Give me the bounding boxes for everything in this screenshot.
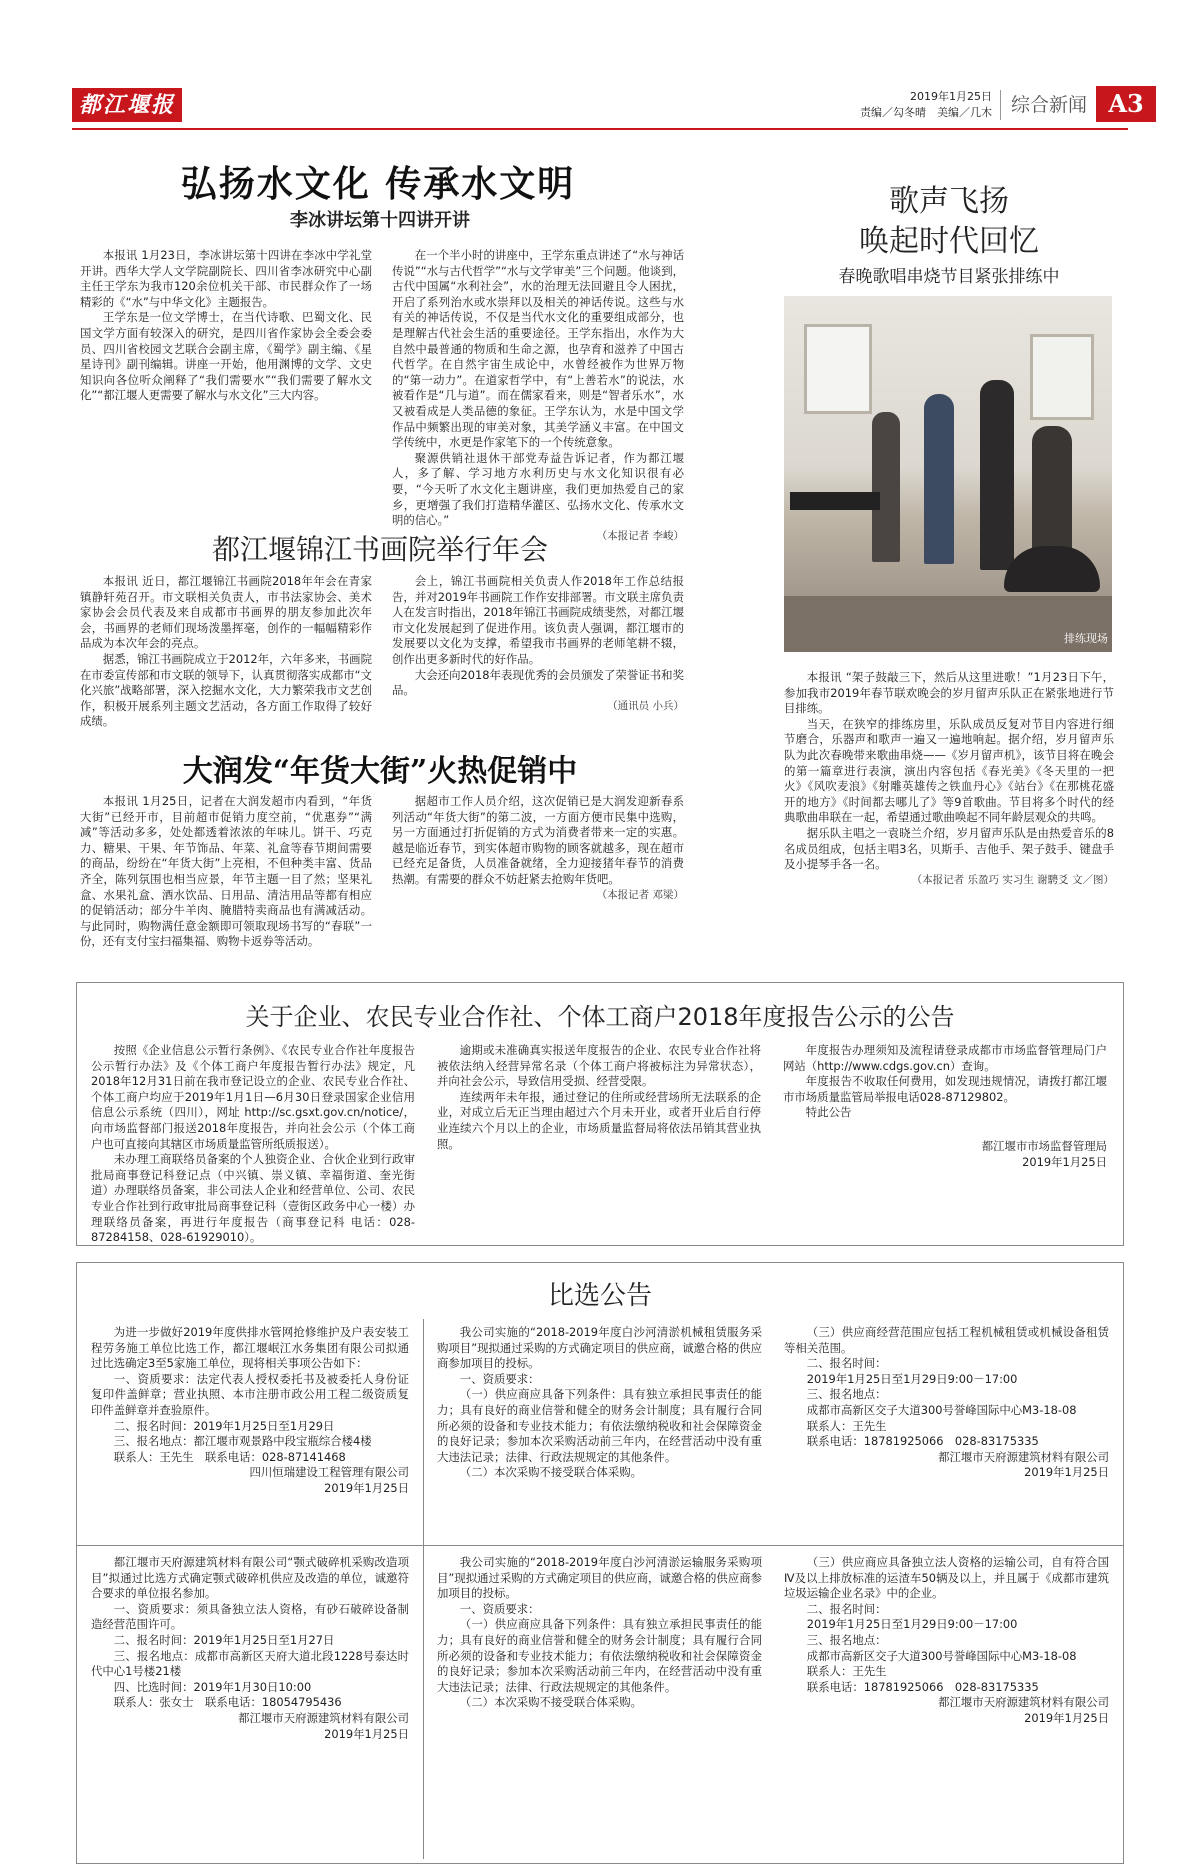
tender-para: 2019年1月25日至1月29日9:00－17:00: [806, 1617, 1018, 1632]
tender-block-d: [437, 1555, 1109, 1855]
masthead: [72, 86, 1144, 130]
tender-para: 成都市高新区交子大道300号誉峰国际中心M3-18-08: [806, 1402, 1077, 1417]
article2-col1: [80, 574, 372, 730]
tender-para: （一）供应商应具备下列条件：具有独立承担民事责任的能力；具有良好的商业信誉和健全的财务会计制度；具有履行合同所必须的设备和专业技术能力；有依法缴纳税收和社会保障资金的良好记录；参加本次采购活动前三年内，在经营活动中没有重大违法记录；法律、行政法规规定的其他条件。: [437, 1617, 762, 1694]
tender-notice: [76, 1262, 1124, 1864]
article2-byline: （通讯员 小兵）: [607, 699, 684, 712]
tender-para: 我公司实施的“2018-2019年度白沙河清淤机械租赁服务采购项目”现拟通过采购的方式确定项目的供应商，诚邀合格的供应商参加项目的投标。: [437, 1325, 762, 1371]
tender-para: 一、资质要求：须具备独立法人资格，有砂石破碎设备制造经营范围许可。: [91, 1601, 409, 1632]
tender-para: 都江堰市天府源建筑材料有限公司“颚式破碎机采购改造项目”拟通过比选方式确定颚式破碎机供应及改造的单位，诚邀符合要求的单位报名参加。: [91, 1555, 409, 1601]
photo-window: [1030, 334, 1094, 420]
tender-c-date: 2019年1月25日: [324, 1726, 409, 1741]
tender-divider-h: [77, 1545, 423, 1546]
article4-para: 本报讯 “架子鼓敲三下，然后从这里进歌！”1月23日下午，参加我市2019年春节联欢晚会的岁月留声乐队正在紧张地进行节目排练。: [784, 670, 1114, 716]
article4-subtitle: 春晚歌唱串烧节目紧张排练中: [838, 267, 1060, 287]
tender-block-a: [91, 1325, 409, 1497]
masthead-date: 2019年1月25日: [910, 90, 992, 103]
notice-para: 年度报告不收取任何费用，如发现违规情况，请拨打都江堰市市场质量监管局举报电话028-87129802。: [783, 1074, 1107, 1104]
tender-divider-h2: [423, 1545, 1123, 1546]
article1-byline: （本报记者 李峻）: [596, 529, 684, 542]
tender-para: 三、报名地点：: [806, 1632, 887, 1647]
page-number: A3: [1096, 86, 1156, 122]
tender-para: （三）供应商应具备独立法人资格的运输公司，自有符合国Ⅳ及以上排放标准的运渣车50辆及以上，并且属于《成都市建筑垃圾运输企业名录》中的企业。: [784, 1555, 1109, 1601]
article3-title: 大润发“年货大街”火热促销中: [182, 754, 578, 789]
tender-para: 联系人：王先生: [806, 1664, 887, 1679]
tender-divider-v1: [423, 1319, 424, 1859]
article2-para: 本报讯 近日，都江堰锦江书画院2018年年会在青家镇静轩苑召开。市文联相关负责人，市书法家协会、美术家协会会员代表及来自成都市书画界的朋友参加此次年会，书画界的老师们现场泼墨挥毫，创作的一幅幅精彩作品成为本次年会的亮点。: [80, 574, 372, 651]
tender-para: 我公司实施的“2018-2019年度白沙河清淤运输服务采购项目”现拟通过采购的方式确定项目的供应商，诚邀合格的供应商参加项目的投标。: [437, 1555, 762, 1601]
article3-col1: [80, 794, 372, 950]
notice-para: 特此公告: [805, 1105, 852, 1120]
photo-keyboard: [790, 492, 880, 510]
article3-col2: [392, 794, 684, 903]
article2-col2: [392, 574, 684, 714]
tender-para: 为进一步做好2019年度供排水管网抢修维护及户表安装工程劳务施工单位比选工作，都江堰岷江水务集团有限公司拟通过比选确定3至5家施工单位，现将相关事项公告如下：: [91, 1325, 409, 1371]
tender-para: 二、报名时间：2019年1月25日至1月27日: [113, 1632, 335, 1647]
tender-para: 2019年1月25日至1月29日9:00－17:00: [806, 1371, 1018, 1386]
tender-para: 三、报名地点：都江堰市观景路中段宝瓶综合楼4楼: [113, 1434, 372, 1449]
tender-b-date: 2019年1月25日: [1024, 1465, 1109, 1480]
article4-title-line2: 唤起时代回忆: [859, 224, 1039, 259]
notice-para: 按照《企业信息公示暂行条例》、《农民专业合作社年度报告公示暂行办法》及《个体工商户年度报告暂行办法》规定，凡2018年12月31日前在我市登记设立的企业、农民专业合作社、个体工商户均应于2019年1月1日—6月30日登录国家企业信用信息公示系统（四川），网址 http://sc.gsxt.gov.cn/notice/，向市场监督部门报送2018年度报告，并向社会公示（个体工商户也可直接向其辖区市场质量监管所纸质报送）。: [91, 1043, 415, 1151]
article1-para: 王学东是一位文学博士，在当代诗歌、巴蜀文化、民国文学方面有较深入的研究，是四川省作家协会全委会委员、四川省校园文艺联合会副主席，《蜀学》副主编、《星星诗刊》副刊编辑。讲座一开始，他用渊博的文学、文史知识向各位听众阐释了“我们需要水”“我们需要了解水文化”“都江堰人更需要了解水与水文化”三大内容。: [80, 310, 372, 403]
article3-para: 据超市工作人员介绍，这次促销已是大润发迎新春系列活动“年货大街”的第二波，一方面方便市民集中选购，另一方面通过打折促销的方式为消费者带来一定的实惠。越是临近春节，到实体超市购物的顾客就越多，现在超市已经充足备货，人员准备就绪，全力迎接猪年春节的消费热潮。有需要的群众不妨赶紧去抢购年货吧。: [392, 794, 684, 886]
tender-para: 二、报名时间：: [806, 1356, 887, 1371]
article1-col1: [80, 248, 372, 404]
article3-para: 本报讯 1月25日，记者在大润发超市内看到，“年货大街”已经开市，目前超市促销力度空前，“优惠券”“满减”等活动多多，处处都透着浓浓的年味儿。饼干、巧克力、糖果、干果、年节饰品、年菜、礼盒等春节期间需要的商品，纷纷在“年货大街”上亮相，不但种类丰富、货品齐全，陈列氛围也相当应景，年节主题一目了然；坚果礼盒、水果礼盒、酒水饮品、日用品、清洁用品等都有相应的促销活动；部分牛羊肉、腌腊特卖商品也有满减活动。与此同时，购物满任意金额即可领取现场书写的“春联”一份，还有支付宝扫福集福、购物卡返券等活动。: [80, 794, 372, 949]
notice-signature: 都江堰市市场监督管理局: [981, 1138, 1107, 1153]
tender-c-signature: 都江堰市天府源建筑材料有限公司: [238, 1710, 409, 1725]
article2-para: 大会还向2018年表现优秀的会员颁发了荣誉证书和奖品。: [392, 667, 684, 698]
notice-para: 连续两年未年报，通过登记的住所或经营场所无法联系的企业，对成立后无正当理由超过六个月未开业，或者开业后自行停业连续六个月以上的企业，市场质量监督局将依法吊销其营业执照。: [437, 1089, 761, 1151]
tender-para: 一、资质要求：法定代表人授权委托书及被委托人身份证复印件盖鲜章；营业执照、本市注册市政公用工程二级资质复印件盖鲜章并查验原件。: [91, 1371, 409, 1417]
tender-para: （二）本次采购不接受联合体采购。: [459, 1465, 643, 1480]
notice-para: 年度报告办理须知及流程请登录成都市市场监督管理局门户网站（http://www.cdgs.gov.cn）查询。: [783, 1043, 1107, 1073]
tender-para: 三、报名地点：: [806, 1387, 887, 1402]
tender-para: 二、报名时间：: [806, 1601, 887, 1616]
tender-para: （三）供应商经营范围应包括工程机械租赁或机械设备租赁等相关范围。: [784, 1325, 1109, 1355]
notice-date: 2019年1月25日: [1022, 1154, 1107, 1169]
photo-musician: [872, 412, 900, 562]
photo-singer: [924, 394, 954, 564]
article1-title: 弘扬水文化 传承水文明: [180, 163, 576, 205]
tender-para: 四、比选时间：2019年1月30日10:00: [113, 1679, 312, 1694]
tender-para: 三、报名地点：成都市高新区天府大道北段1228号泰达时代中心1号楼21楼: [91, 1648, 409, 1679]
tender-para: 联系人：王先生: [806, 1418, 887, 1433]
article1-subtitle: 李冰讲坛第十四讲开讲: [290, 210, 470, 231]
tender-para: （二）本次采购不接受联合体采购。: [459, 1695, 643, 1710]
tender-b-signature: 都江堰市天府源建筑材料有限公司: [938, 1449, 1109, 1464]
rehearsal-photo: [784, 296, 1112, 652]
tender-para: 成都市高新区交子大道300号誉峰国际中心M3-18-08: [806, 1648, 1077, 1663]
article2-para: 据悉，锦江书画院成立于2012年，六年多来，书画院在市委宣传部和市文联的领导下，认真贯彻落实成都市“文化兴旅”战略部署，深入挖掘水文化，大力繁荣我市文艺创作，积极开展系列主题文艺活动，各方面工作取得了较好成绩。: [80, 651, 372, 729]
tender-para: 一、资质要求：: [459, 1371, 540, 1386]
annual-report-notice-title: 关于企业、农民专业合作社、个体工商户2018年度报告公示的公告: [245, 1003, 955, 1031]
tender-para: （一）供应商应具备下列条件：具有独立承担民事责任的能力；具有良好的商业信誉和健全的财务会计制度；具有履行合同所必须的设备和专业技术能力；有依法缴纳税收和社会保障资金的良好记录；参加本次采购活动前三年内，在经营活动中没有重大违法记录；法律、行政法规规定的其他条件。: [437, 1387, 762, 1464]
article1-para: 本报讯 1月23日，李冰讲坛第十四讲在李冰中学礼堂开讲。西华大学人文学院副院长、四川省李冰研究中心副主任王学东为我市120余位机关干部、市民群众作了一场精彩的《“水”与中华文化》主题报告。: [80, 248, 372, 309]
tender-d-date: 2019年1月25日: [1024, 1710, 1109, 1725]
annual-report-notice-col1: [91, 1043, 415, 1246]
annual-report-notice-col2: [437, 1043, 761, 1152]
tender-para: 联系人：王先生 联系电话：028-87141468: [113, 1449, 346, 1464]
tender-a-date: 2019年1月25日: [324, 1480, 409, 1495]
article2-para: 会上，锦江书画院相关负责人作2018年工作总结报告，并对2019年书画院工作作安排部署。市文联主席负责人在发言时指出，2018年锦江书画院成绩斐然，对都江堰市文化发展起到了促进作用。该负责人强调，都江堰市的发展要以文化为支撑，希望我市书画界的老师笔耕不辍，创作出更多新时代的好作品。: [392, 574, 684, 666]
article4-body: [784, 670, 1114, 888]
section-name: 综合新闻: [1000, 90, 1097, 120]
tender-block-b: [437, 1325, 1109, 1541]
notice-para: 逾期或未准确真实报送年度报告的企业、农民专业合作社将被依法纳入经营异常名录（个体工商户将被标注为异常状态），并向社会公示，导致信用受损、经营受限。: [437, 1043, 761, 1089]
article3-byline: （本报记者 邓梁）: [596, 888, 684, 901]
article1-para: 聚源供销社退休干部党寿益告诉记者，作为都江堰人，多了解、学习地方水利历史与水文化知识很有必要，“今天听了水文化主题讲座，我们更加热爱自己的家乡，更增强了我们打造精华灌区、弘扬水文化、传承水文明的信心。”: [392, 450, 684, 528]
photo-guitarist: [980, 380, 1014, 570]
tender-d-signature: 都江堰市天府源建筑材料有限公司: [938, 1695, 1109, 1710]
article1-col2: [392, 248, 684, 544]
article4-para: 当天，在狭窄的排练房里，乐队成员反复对节目内容进行细节磨合，乐器声和歌声一遍又一遍地响起。据介绍，岁月留声乐队为此次春晚带来歌曲串烧——《岁月留声机》，该节目将在晚会的第一篇章进行表演，演出内容包括《春光美》《冬天里的一把火》《风吹麦浪》《射雕英雄传之铁血丹心》《站台》《在那桃花盛开的地方》《时间都去哪儿了》等9首歌曲。节目将多个时代的经典歌曲串联在一起，希望通过歌曲唤起不同年龄层观众的共鸣。: [784, 716, 1114, 825]
tender-block-c: [91, 1555, 409, 1742]
tender-para: 联系电话：18781925066 028-83175335: [806, 1434, 1039, 1449]
tender-para: 联系人：张女士 联系电话：18054795436: [113, 1695, 342, 1710]
tender-notice-title: 比选公告: [547, 1281, 652, 1311]
article1-para: 在一个半小时的讲座中，王学东重点讲述了“水与神话传说”“水与古代哲学”“水与文学审美”三个问题。他谈到，古代中国属“水利社会”，水的治理无法回避且令人困扰，开启了系列治水或水崇拜以及相关的神话传说。这些与水有关的神话传说，不仅是当代水文化的重要组成部分，也是理解古代社会生活的重要途径。王学东指出，水作为大自然中最普通的物质和生命之源，也孕育和滋养了中国古代哲学。在自然宇宙生成论中，水曾经被作为世界万物的“第一动力”。在道家哲学中，有“上善若水”的说法，水被看作是“几与道”。而在儒家看来，则是“智者乐水”，水又被看成是人类品德的象征。王学东认为，水是中国文学作品中频繁出现的审美对象，其美学涵义丰富。在中国文学传统中，水更是作家笔下的一个传统意象。: [392, 248, 684, 450]
tender-para: 联系电话：18781925066 028-83175335: [806, 1679, 1039, 1694]
tender-a-signature: 四川恒瑞建设工程管理有限公司: [249, 1465, 409, 1480]
article4-byline: （本报记者 乐盈巧 实习生 谢騁爻 文／图）: [911, 873, 1114, 886]
photo-window: [804, 324, 872, 414]
masthead-editors: 责编／勾冬晴 美编／几木: [860, 106, 992, 119]
notice-para: 未办理工商联络员备案的个人独资企业、合伙企业到行政审批局商事登记科登记点（中兴镇、崇义镇、幸福街道、奎光街道）办理联络员备案，非公司法人企业和经营单位、公司、农民专业合作社到行政审批局商事登记科（壹街区政务中心一楼）办理联络员备案，再进行年度报告（商事登记科 电话：028-87284158、028-61929010）。: [91, 1152, 415, 1245]
annual-report-notice: [76, 982, 1124, 1246]
article4-title-line1: 歌声飞扬: [889, 184, 1009, 219]
annual-report-notice-col3: [783, 1043, 1107, 1170]
tender-para: 一、资质要求：: [459, 1601, 540, 1616]
article2-title: 都江堰锦江书画院举行年会: [211, 533, 548, 566]
article4-para: 据乐队主唱之一袁晓兰介绍，岁月留声乐队是由热爱音乐的8名成员组成，包括主唱3名，贝斯手、吉他手、架子鼓手、键盘手及小提琴手各一名。: [784, 825, 1114, 872]
tender-para: 二、报名时间：2019年1月25日至1月29日: [113, 1418, 335, 1433]
photo-drum-kit: [1004, 546, 1100, 592]
photo-caption: 排练现场: [1064, 632, 1108, 645]
logo: 都江堰报: [72, 88, 182, 122]
